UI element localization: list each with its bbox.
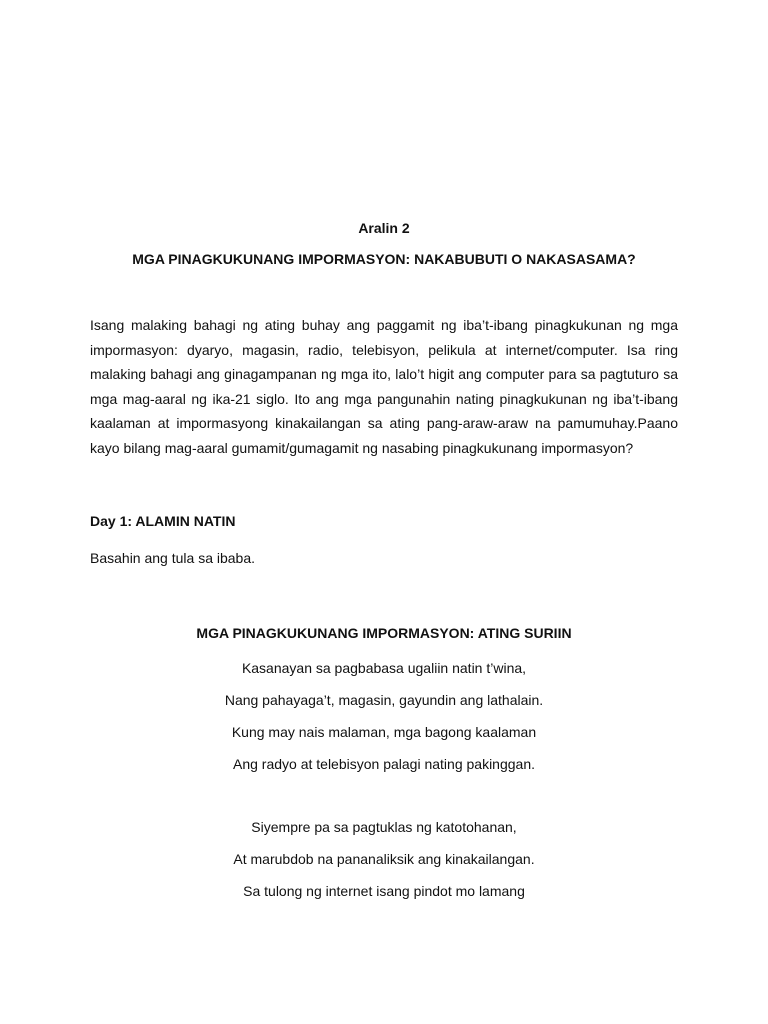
- day-heading: Day 1: ALAMIN NATIN: [90, 513, 236, 529]
- lesson-title: MGA PINAGKUKUNANG IMPORMASYON: NAKABUBUTI O NAKASASAMA?: [132, 251, 636, 267]
- lesson-label: Aralin 2: [358, 220, 410, 236]
- intro-paragraph: Isang malaking bahagi ng ating buhay ang paggamit ng iba’t-ibang pinagkukunan ng mga impormasyon: dyaryo, magasin, radio, telebisyon, pelikula at internet/computer. Isa ring malaking bahagi ang ginagampanan ng mga ito, lalo’t higit ang computer para sa pagtuturo sa mga mag-aaral ng ika-21 siglo. Ito ang mga pangunahin nating pinagkukunan ng iba’t-ibang kaalaman at impormasyong kinakailangan sa ating pang-araw-araw na pamumuhay.Paano kayo bilang mag-aaral gumamit/gumagamit ng nasabing pinagkukunang impormasyon?: [90, 317, 678, 456]
- instruction-text: Basahin ang tula sa ibaba.: [90, 550, 256, 566]
- poem-line: Kasanayan sa pagbabasa ugaliin natin t’wina,: [241, 660, 527, 676]
- poem-line: Kung may nais malaman, mga bagong kaalaman: [231, 724, 537, 740]
- poem-title: MGA PINAGKUKUNANG IMPORMASYON: ATING SURIIN: [196, 625, 572, 641]
- poem-line: At marubdob na pananaliksik ang kinakailangan.: [233, 851, 535, 867]
- poem-line: Ang radyo at telebisyon palagi nating pakinggan.: [233, 756, 535, 772]
- poem-line: Siyempre pa sa pagtuklas ng katotohanan,: [251, 819, 517, 835]
- poem-line: Nang pahayaga’t, magasin, gayundin ang lathalain.: [224, 692, 544, 708]
- poem-line: Sa tulong ng internet isang pindot mo lamang: [243, 883, 525, 899]
